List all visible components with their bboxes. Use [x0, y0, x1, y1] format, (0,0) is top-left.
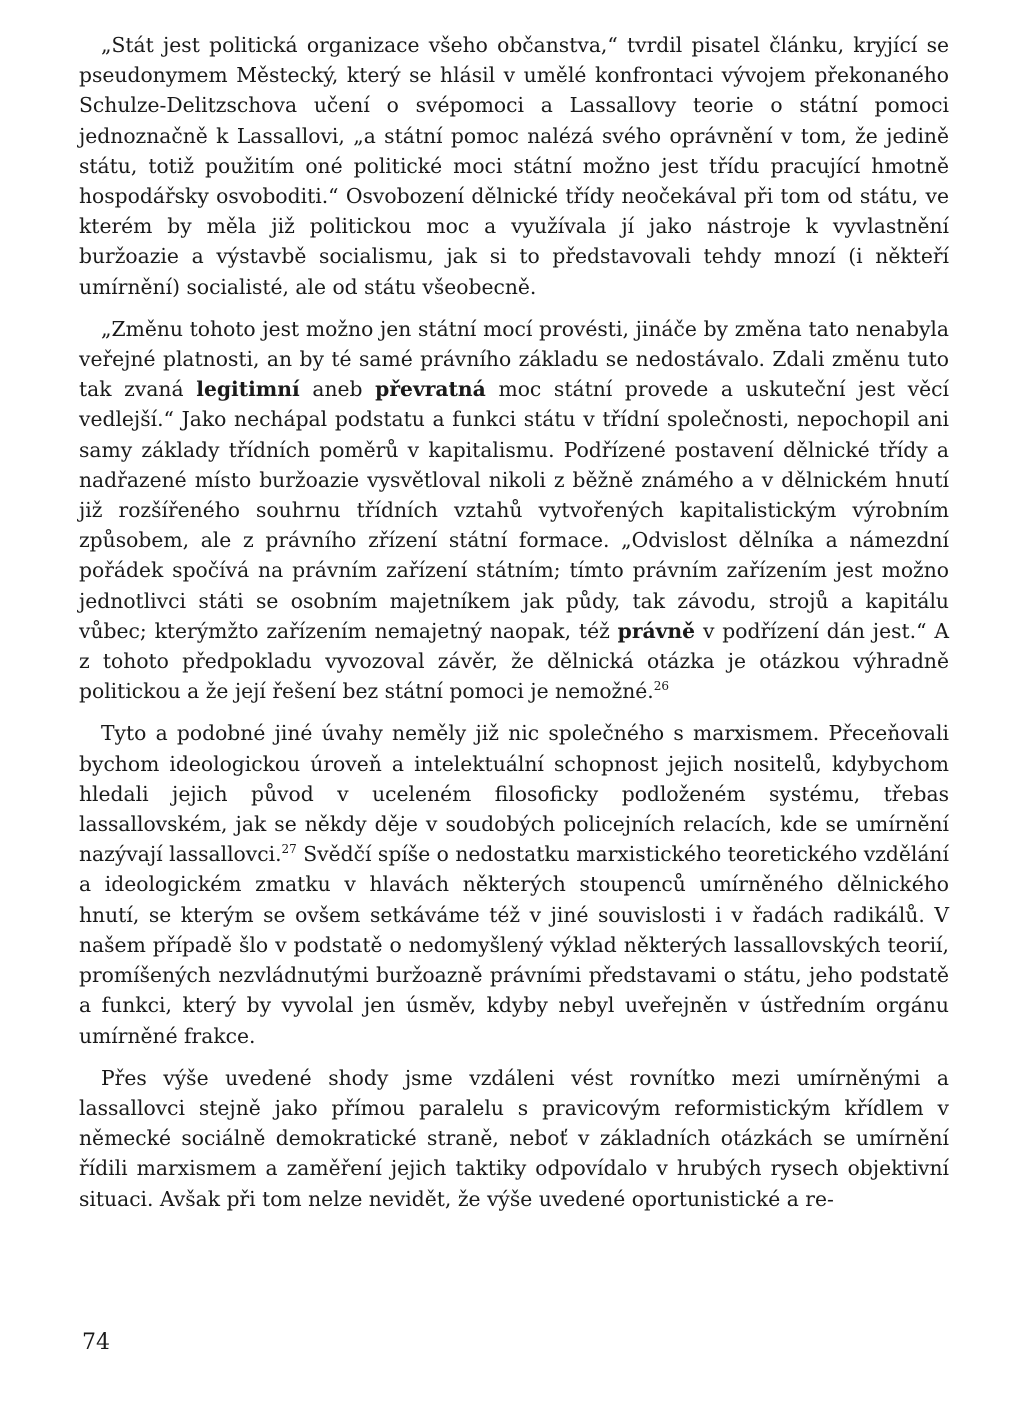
paragraph-3-text-b: Svědčí spíše o nedostatku marxistického teoretického vzdělání a ideologickém zmatku v hlavách některých stoupenců umírněného dělnického hnutí, se kterým se ovšem setkáváme též v jiné souvislosti i v řadách radikálů. V našem případě šlo v podstatě o nedomyšlený výklad některých lassallovských teorií, promíšených nezvládnutými buržoazně právními představami o státu, jeho podstatě a funkci, který by vyvolal jen úsměv, kdyby nebyl uveřejněn v ústředním orgánu umírněné frakce.	[79, 842, 949, 1048]
bold-term-pravne: právně	[617, 618, 696, 643]
paragraph-3-text-a: Tyto a podobné jiné úvahy neměly již nic společného s marxismem. Přeceňovali bychom ideologickou úroveň a intelektuální schopnost jejich nositelů, kdybychom hledali jejich původ v uceleném filosoficky podloženém systému, třebas lassallovském, jak se někdy děje v soudobých policejních relacích, kde se umírnění nazývají lassallovci.	[79, 721, 949, 867]
page-number: 74	[82, 1330, 110, 1355]
paragraph-2	[79, 314, 949, 707]
bold-term-legitimni: legitimní	[196, 377, 300, 402]
paragraph-4	[79, 1063, 949, 1214]
paragraph-3	[79, 718, 949, 1050]
paragraph-2-text-c: aneb	[299, 377, 376, 402]
paragraph-2-text-g: v podřízení dán jest.“ A z tohoto předpokladu vyvozoval závěr, že dělnická otázka je otázkou výhradně politickou a že její řešení bez státní pomoci je nemožné.	[79, 618, 949, 704]
footnote-ref-26: 26	[653, 678, 670, 693]
footnote-ref-27: 27	[281, 841, 297, 856]
paragraph-1	[79, 30, 949, 302]
document-body	[79, 30, 949, 1214]
paragraph-4-text: Přes výše uvedené shody jsme vzdáleni vést rovnítko mezi umírněnými a lassallovci stejně jako přímou paralelu s pravicovým reformistickým křídlem v německé sociálně demokratické straně, neboť v základních otázkách se umírnění řídili marxismem a zaměření jejich taktiky odpovídalo v hrubých rysech objektivní situaci. Avšak při tom nelze nevidět, že výše uvedené oportunistické a re-	[79, 1065, 949, 1211]
paragraph-2-text-a: „Změnu tohoto jest možno jen státní mocí provésti, jináče by změna tato nenabyla veřejné platnosti, an by té samé právního základu se nedostávalo. Zdali změnu tuto tak zvaná	[79, 316, 949, 402]
paragraph-1-text: „Stát jest politická organizace všeho občanstva,“ tvrdil pisatel článku, kryjící se pseudonymem Městecký, který se hlásil v umělé konfrontaci vývojem překonaného Schulze-Delitzschova učení o svépomoci a Lassallovy teorie o státní pomoci jednoznačně k Lassallovi, „a státní pomoc nalézá svého oprávnění v tom, že jedině státu, totiž použitím oné politické moci státní možno jest třídu pracující hmotně hospodářsky osvoboditi.“ Osvobození dělnické třídy neočekával při tom od státu, ve kterém by měla již politickou moc a využívala jí jako nástroje k vyvlastnění buržoazie a výstavbě socialismu, jak si to představovali tehdy mnozí (i někteří umírnění) socialisté, ale od státu všeobecně.	[79, 33, 949, 299]
paragraph-2-text-e: moc státní provede a uskuteční jest věcí vedlejší.“ Jako nechápal podstatu a funkci státu v třídní společnosti, nepochopil ani samy základy třídních poměrů v kapitalismu. Podřízené postavení dělnické třídy a nadřazené místo buržoazie vysvětloval nikoli z běžně známého a v dělnickém hnutí již rozšířeného souhrnu třídních vztahů vytvořených kapitalistickým výrobním způsobem, ale z právního zřízení státní formace. „Odvislost dělníka a námezdní pořádek spočívá na právním zařízení státním; tímto právním zařízením jest možno jednotlivci státi se osobním majetníkem jak půdy, tak závodu, strojů a kapitálu vůbec; kterýmžto zařízením nemajetný naopak, též	[79, 377, 949, 643]
bold-term-prevratna: převratná	[375, 377, 486, 402]
